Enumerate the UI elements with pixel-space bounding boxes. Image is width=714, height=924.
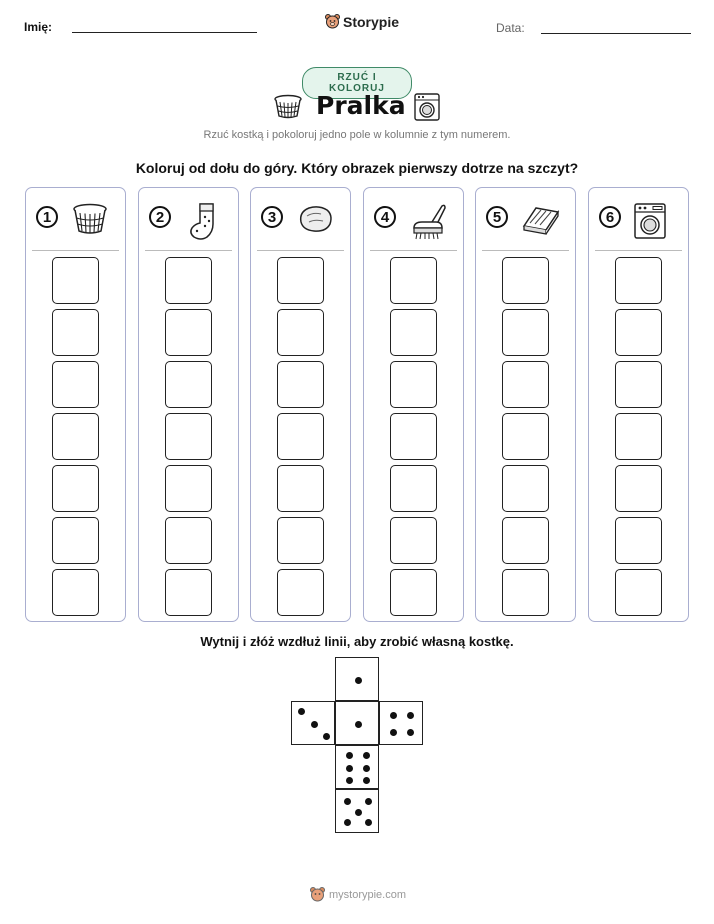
color-cell[interactable] bbox=[165, 465, 212, 512]
color-cell[interactable] bbox=[502, 361, 549, 408]
dice-pip bbox=[311, 721, 318, 728]
footer bbox=[310, 887, 406, 903]
bear-logo-icon bbox=[310, 887, 325, 903]
sock-icon bbox=[183, 202, 223, 238]
washing-machine-icon bbox=[633, 202, 673, 238]
dice-pip bbox=[363, 765, 370, 772]
page-title: Pralka bbox=[316, 91, 406, 120]
dice-pip bbox=[365, 819, 372, 826]
washing-machine-icon bbox=[414, 93, 440, 121]
dice-pip bbox=[346, 777, 353, 784]
laundry-basket-icon bbox=[273, 94, 303, 120]
activity-badge: RZUĆ I KOLORUJ bbox=[302, 67, 412, 99]
footer-url[interactable]: mystorypie.com bbox=[329, 889, 407, 901]
column-divider bbox=[257, 250, 344, 251]
name-label: Imię: bbox=[24, 20, 53, 34]
color-cell[interactable] bbox=[615, 361, 662, 408]
column-2 bbox=[138, 187, 239, 622]
color-cell[interactable] bbox=[277, 517, 324, 564]
column-divider bbox=[595, 250, 682, 251]
color-cell[interactable] bbox=[390, 257, 437, 304]
dice-pip bbox=[390, 712, 397, 719]
color-cell[interactable] bbox=[52, 257, 99, 304]
color-cell[interactable] bbox=[615, 465, 662, 512]
color-cell[interactable] bbox=[277, 413, 324, 460]
color-cell[interactable] bbox=[277, 361, 324, 408]
dice-pip bbox=[346, 765, 353, 772]
dice-face-3 bbox=[291, 701, 335, 745]
color-cell[interactable] bbox=[390, 309, 437, 356]
color-cell[interactable] bbox=[277, 569, 324, 616]
color-cell[interactable] bbox=[615, 413, 662, 460]
date-label: Data: bbox=[496, 21, 525, 35]
color-cell[interactable] bbox=[165, 257, 212, 304]
soap-bar-icon bbox=[295, 202, 335, 238]
column-1 bbox=[25, 187, 126, 622]
color-cell[interactable] bbox=[615, 517, 662, 564]
dice-face-1 bbox=[335, 657, 379, 701]
dice-pip bbox=[344, 798, 351, 805]
dice-pip bbox=[407, 729, 414, 736]
dice-pip bbox=[363, 752, 370, 759]
dice-pip bbox=[355, 677, 362, 684]
color-cell[interactable] bbox=[165, 309, 212, 356]
color-cell[interactable] bbox=[277, 257, 324, 304]
column-header bbox=[251, 202, 350, 242]
laundry-basket-icon bbox=[70, 202, 110, 238]
column-number: 6 bbox=[599, 206, 621, 228]
instructions-subtitle: Rzuć kostką i pokoloruj jedno pole w kolumnie z tym numerem. bbox=[203, 129, 511, 141]
color-cell[interactable] bbox=[390, 413, 437, 460]
color-cell[interactable] bbox=[390, 361, 437, 408]
color-cell[interactable] bbox=[165, 569, 212, 616]
dice-face-1 bbox=[335, 701, 379, 745]
color-cell[interactable] bbox=[390, 465, 437, 512]
folded-towel-icon bbox=[520, 202, 560, 238]
color-cell[interactable] bbox=[502, 257, 549, 304]
question-heading: Koloruj od dołu do góry. Który obrazek pierwszy dotrze na szczyt? bbox=[135, 160, 579, 176]
color-cell[interactable] bbox=[277, 465, 324, 512]
color-cell[interactable] bbox=[277, 309, 324, 356]
color-cell[interactable] bbox=[52, 361, 99, 408]
column-divider bbox=[145, 250, 232, 251]
color-cell[interactable] bbox=[52, 517, 99, 564]
date-line[interactable] bbox=[541, 33, 691, 34]
color-cell[interactable] bbox=[165, 361, 212, 408]
column-number: 4 bbox=[374, 206, 396, 228]
dice-pip bbox=[344, 819, 351, 826]
color-cell[interactable] bbox=[502, 413, 549, 460]
color-cell[interactable] bbox=[52, 465, 99, 512]
dice-net[interactable] bbox=[291, 657, 424, 835]
color-cell[interactable] bbox=[502, 517, 549, 564]
dice-face-4 bbox=[379, 701, 423, 745]
column-divider bbox=[32, 250, 119, 251]
dice-pip bbox=[407, 712, 414, 719]
column-header bbox=[589, 202, 688, 242]
color-cell[interactable] bbox=[502, 465, 549, 512]
column-header bbox=[139, 202, 238, 242]
dice-pip bbox=[298, 708, 305, 715]
color-cell[interactable] bbox=[52, 413, 99, 460]
color-cell[interactable] bbox=[502, 569, 549, 616]
dice-pip bbox=[355, 809, 362, 816]
brand-logo bbox=[325, 14, 399, 30]
column-header bbox=[26, 202, 125, 242]
column-number: 1 bbox=[36, 206, 58, 228]
column-3 bbox=[250, 187, 351, 622]
bear-logo-icon bbox=[325, 14, 340, 30]
color-cell[interactable] bbox=[390, 569, 437, 616]
color-cell[interactable] bbox=[165, 517, 212, 564]
color-cell[interactable] bbox=[615, 309, 662, 356]
color-cell[interactable] bbox=[390, 517, 437, 564]
scrub-brush-icon bbox=[408, 202, 448, 238]
dice-pip bbox=[390, 729, 397, 736]
column-number: 2 bbox=[149, 206, 171, 228]
color-cell[interactable] bbox=[615, 257, 662, 304]
color-cell[interactable] bbox=[502, 309, 549, 356]
dice-pip bbox=[365, 798, 372, 805]
color-cell[interactable] bbox=[52, 309, 99, 356]
column-divider bbox=[370, 250, 457, 251]
color-cell[interactable] bbox=[52, 569, 99, 616]
dice-pip bbox=[363, 777, 370, 784]
name-line[interactable] bbox=[72, 32, 257, 33]
column-number: 5 bbox=[486, 206, 508, 228]
color-cell[interactable] bbox=[165, 413, 212, 460]
dice-face-5 bbox=[335, 789, 379, 833]
column-5 bbox=[475, 187, 576, 622]
column-header bbox=[476, 202, 575, 242]
dice-pip bbox=[346, 752, 353, 759]
column-6 bbox=[588, 187, 689, 622]
color-cell[interactable] bbox=[615, 569, 662, 616]
column-number: 3 bbox=[261, 206, 283, 228]
dice-instruction: Wytnij i złóż wzdłuż linii, aby zrobić własną kostkę. bbox=[200, 634, 514, 649]
column-divider bbox=[482, 250, 569, 251]
dice-pip bbox=[323, 733, 330, 740]
dice-face-6 bbox=[335, 745, 379, 789]
brand-name: Storypie bbox=[343, 14, 400, 30]
column-header bbox=[364, 202, 463, 242]
dice-pip bbox=[355, 721, 362, 728]
column-4 bbox=[363, 187, 464, 622]
